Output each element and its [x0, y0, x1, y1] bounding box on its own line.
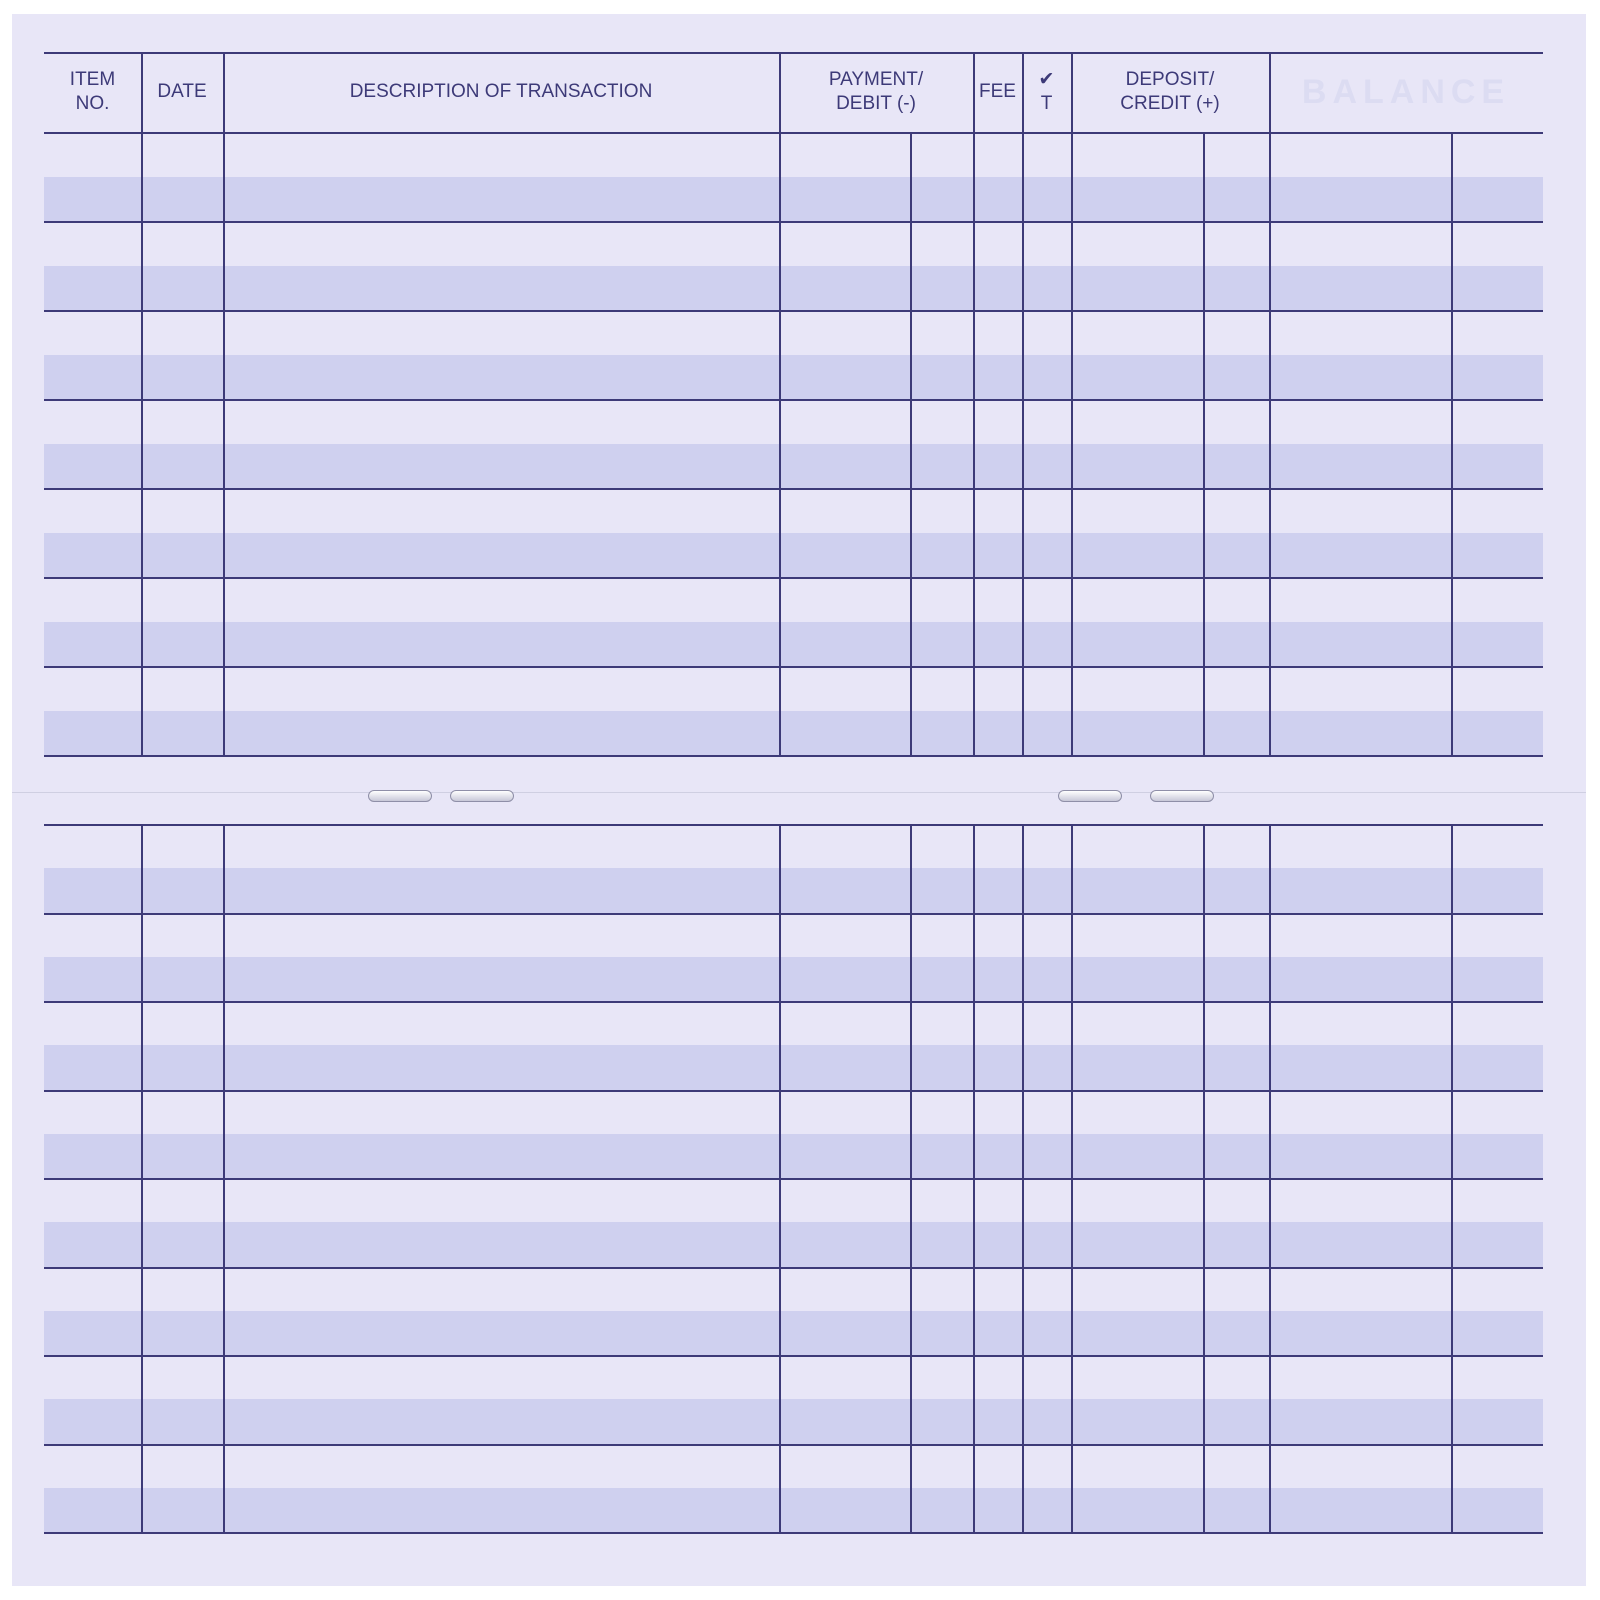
column-rule: [141, 824, 143, 1532]
column-rule: [1022, 52, 1024, 755]
entry-row-shading: [44, 1045, 1543, 1089]
column-rule: [1071, 824, 1073, 1532]
entry-row-shading: [44, 266, 1543, 311]
entry-row-shading: [44, 444, 1543, 489]
row-rule: [44, 913, 1543, 915]
row-rule: [44, 1178, 1543, 1180]
header-top-rule: [44, 52, 1543, 54]
staple-left-2: [450, 790, 514, 802]
row-rule: [44, 221, 1543, 223]
row-rule: [44, 755, 1543, 757]
row-rule: [44, 666, 1543, 668]
register-bottom-section: [44, 824, 1543, 1546]
column-rule: [973, 824, 975, 1532]
header-item-no: ITEM NO.: [69, 69, 116, 114]
column-rule: [1022, 824, 1024, 1532]
entry-row-shading: [44, 868, 1543, 912]
column-rule: [1451, 824, 1453, 1532]
column-rule: [779, 824, 781, 1532]
center-fold: [12, 792, 1586, 793]
entry-row-shading: [44, 355, 1543, 400]
register-top-section: [44, 52, 1543, 778]
entry-row-shading: [44, 711, 1543, 756]
row-rule: [44, 1532, 1543, 1534]
row-rule: [44, 824, 1543, 826]
column-rule: [910, 132, 912, 755]
column-rule: [910, 824, 912, 1532]
header-check-t: ✔ T: [1038, 69, 1055, 114]
header-payment-debit: PAYMENT/ DEBIT (-): [828, 69, 924, 114]
entry-row-shading: [44, 533, 1543, 578]
row-rule: [44, 310, 1543, 312]
row-rule: [44, 1001, 1543, 1003]
entry-row-shading: [44, 1488, 1543, 1532]
column-rule: [1269, 52, 1271, 755]
column-rule: [141, 52, 143, 755]
entry-row-shading: [44, 622, 1543, 667]
column-rule: [1203, 824, 1205, 1532]
staple-right-1: [1058, 790, 1122, 802]
entry-row-shading: [44, 177, 1543, 222]
column-rule: [1203, 132, 1205, 755]
column-rule: [1269, 824, 1271, 1532]
header-date: DATE: [157, 81, 207, 102]
header-balance: BALANCE: [1301, 73, 1511, 111]
column-rule: [973, 52, 975, 755]
staple-left-1: [368, 790, 432, 802]
row-rule: [44, 1355, 1543, 1357]
entry-row-shading: [44, 1134, 1543, 1178]
row-rule: [44, 1444, 1543, 1446]
header-deposit-credit: DEPOSIT/ CREDIT (+): [1120, 69, 1220, 114]
row-rule: [44, 488, 1543, 490]
row-rule: [44, 132, 1543, 134]
entry-row-shading: [44, 1311, 1543, 1355]
header-description: DESCRIPTION OF TRANSACTION: [349, 81, 653, 102]
entry-row-shading: [44, 957, 1543, 1001]
staple-right-2: [1150, 790, 1214, 802]
header-fee: FEE: [979, 81, 1016, 102]
entry-row-shading: [44, 1222, 1543, 1266]
column-rule: [1071, 52, 1073, 755]
row-rule: [44, 399, 1543, 401]
entry-row-shading: [44, 1399, 1543, 1443]
column-rule: [779, 52, 781, 755]
column-rule: [223, 824, 225, 1532]
row-rule: [44, 577, 1543, 579]
column-rule: [1451, 132, 1453, 755]
row-rule: [44, 1090, 1543, 1092]
row-rule: [44, 1267, 1543, 1269]
column-rule: [223, 52, 225, 755]
